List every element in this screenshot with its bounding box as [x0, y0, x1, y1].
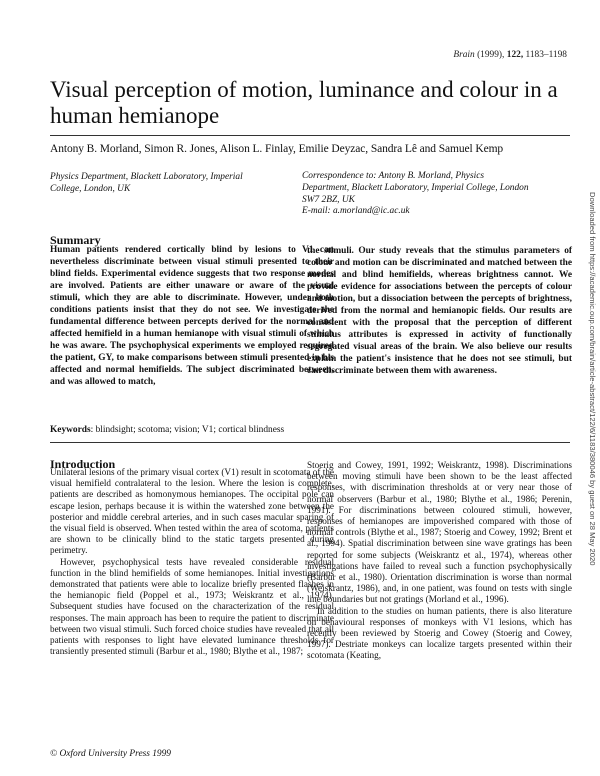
correspondence-block	[302, 171, 570, 218]
introduction-column-right	[307, 460, 572, 662]
paragraph: Stoerig and Cowey, 1991, 1992; Weiskrantz, 1998). Discriminations between moving stimuli have been shown to be the least affected responses, with discrimination thresholds at or very near those of normal observers (Barbur et al., 1980; Blythe et al., 1986; Perenin, 1991). For discriminations between coloured stimuli, however, responses of hemianopes are impoverished compared with those of normal controls (Blythe et al., 1987; Stoerig and Cowey, 1992; Brent et al., 1994). Spatial discrimination between sine wave gratings has been reported for some subjects (Weiskrantz et al., 1974), whereas other investigations have failed to reveal such a function psychophysically (Barbur et al., 1980). Orientation discrimination is worse than normal (Weiskrantz, 1986), and, in one patient, was found on tests with single line boundaries but not gratings (Morland et al., 1996).	[307, 460, 572, 605]
summary-text-right: the stimuli. Our study reveals that the stimulus parameters of colour and motion can be discriminated and matched between the normal and blind hemifields, whereas brightness cannot. We provide evidence for associations between the percepts of colour and motion, but a dissociation between the percepts of brightness, derived from the normal and hemianopic fields. Our results are consistent with the proposal that the perception of different stimulus attributes is expressed in activity of functionally segregated visual areas of the brain. We also believe our results explain the patient's insistence that he does not see stimuli, but can discriminate between them with awareness.	[307, 246, 572, 376]
summary-text-left: Human patients rendered cortically blind by lesions to V1 can nevertheless discriminate between visual stimuli presented to their blind fields. Experimental evidence suggests that two response modes are involved. Patients are either unaware or aware of the visual stimuli, which they are able to discriminate. However, under both conditions patients insist that they do not see. We investigate the fundamental difference between percepts derived for the normal and affected hemifield in a human hemianope with visual stimuli of which he was aware. The psychophysical experiments we employed required the patient, GY, to make comparisons between stimuli presented in his affected and normal hemifields. The subject discriminated between, and was allowed to match,	[50, 245, 334, 387]
keywords-rule	[50, 442, 570, 443]
journal-volume: 122,	[506, 50, 524, 60]
correspondence-line: SW7 2BZ, UK	[302, 194, 355, 205]
journal-pages: 1183–1198	[525, 50, 567, 60]
journal-name: Brain	[453, 50, 475, 60]
article-title: Visual perception of motion, luminance and colour in a human hemianope	[50, 77, 558, 128]
keywords-list: : blindsight; scotoma; vision; V1; cortical blindness	[90, 425, 285, 435]
affiliation: Physics Department, Blackett Laboratory, Imperial College, London, UK	[50, 172, 243, 194]
keywords-label: Keywords	[50, 425, 91, 435]
download-watermark: Downloaded from https://academic.oup.com/brain/article-abstract/122/6/1183/380046 by guest on 28 May 2020	[588, 192, 597, 566]
correspondence-email[interactable]: E-mail: a.morland@ic.ac.uk	[302, 206, 410, 217]
introduction-column-left	[50, 467, 334, 657]
copyright-notice: © Oxford University Press 1999	[50, 749, 171, 759]
keywords	[50, 425, 570, 435]
paragraph: Unilateral lesions of the primary visual cortex (V1) result in scotomata of the visual hemifield contralateral to the lesion. Where the lesion is complete, patients are described as homonymous hemianopes. The occipital pole can escape lesion, perhaps because it is within the watershed zone between the posterior and middle cerebral arteries, and in such cases macular sparing of the visual field is observed. When tested within the area of scotoma, patients are shown to be clinically blind to the static targets presented during perimetry.	[50, 467, 334, 556]
correspondence-line: Department, Blackett Laboratory, Imperial College, London	[302, 182, 529, 193]
introduction-heading: Introduction	[50, 457, 116, 471]
summary-heading: Summary	[50, 233, 101, 247]
correspondence-line: Correspondence to: Antony B. Morland, Physics	[302, 171, 485, 181]
paragraph: In addition to the studies on human patients, there is also literature on behavioural responses of monkeys with V1 lesions, which has recently been reviewed by Stoerig and Cowey (Stoerig and Cowey, 1997). Destriate monkeys can localize targets presented within their scotomata (Keating,	[307, 605, 572, 661]
journal-reference	[453, 50, 567, 60]
paragraph: However, psychophysical tests have revealed considerable residual function in the blind hemifields of some hemianopes. Initial investigations demonstrated that patients were able to localize briefly presented flashes in the hemianopic field (Poppel et al., 1973; Weiskrantz et al., 1974). Subsequent studies have focused on the characterization of the residual responses. The main approach has been to require the patient to discriminate between two visual stimuli. Such forced choice studies have revealed that all patients with responses to light have elevated luminance thresholds for transiently presented stimuli (Barbur et al., 1980; Blythe et al., 1987;	[50, 556, 334, 657]
journal-year: (1999),	[477, 50, 505, 60]
author-list: Antony B. Morland, Simon R. Jones, Alison L. Finlay, Emilie Deyzac, Sandra Lê and Samuel Kemp	[50, 143, 504, 155]
title-rule	[50, 135, 570, 136]
